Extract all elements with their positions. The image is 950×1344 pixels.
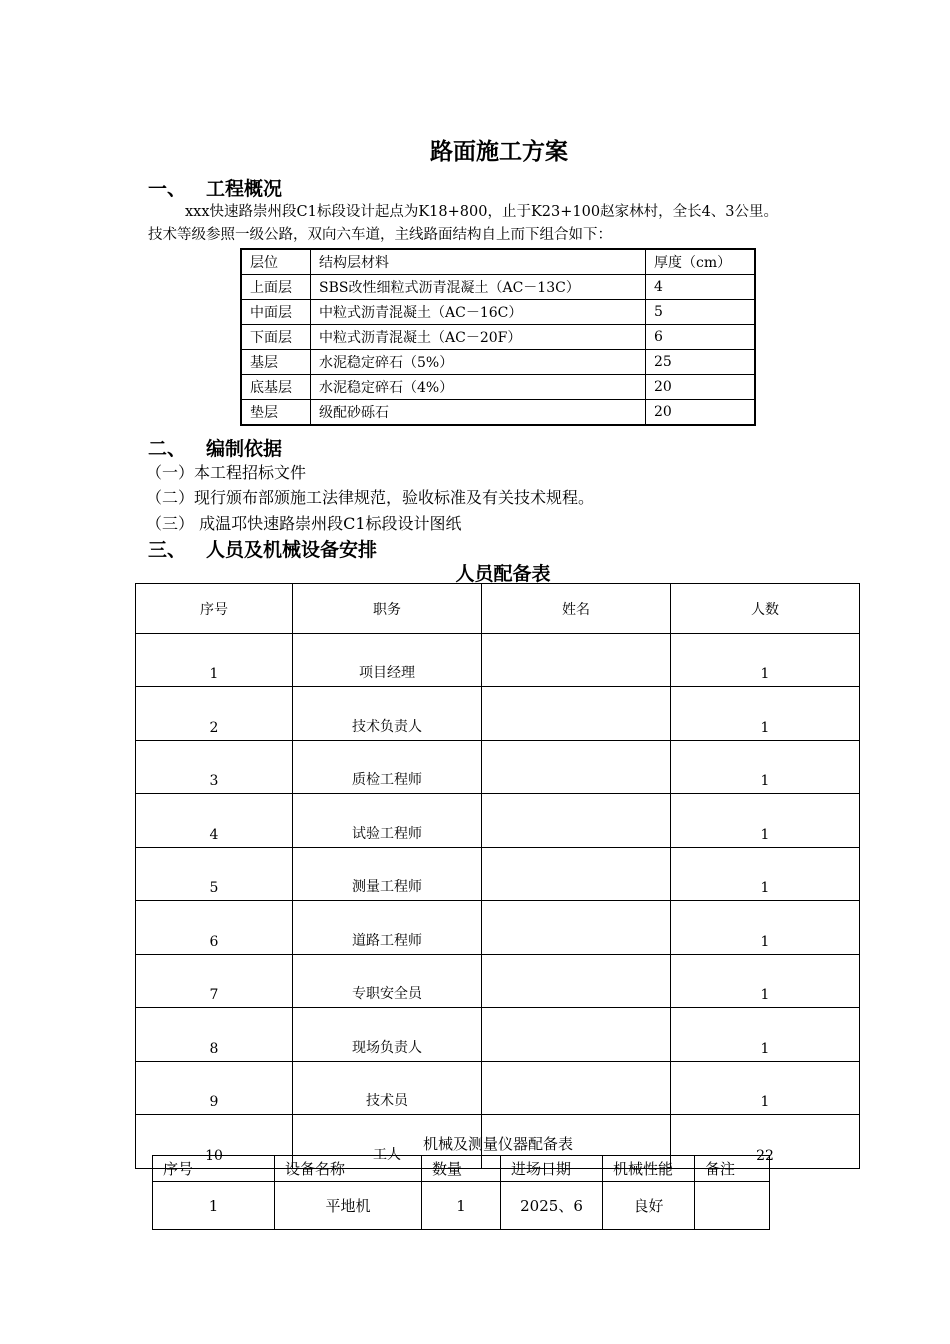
table-row — [241, 375, 755, 400]
table-cell: 水泥稳定碎石（4%） — [311, 375, 646, 400]
table-cell: 4 — [136, 794, 293, 848]
table-cell: 1 — [671, 1061, 860, 1115]
table-cell: 1 — [671, 847, 860, 901]
table-row — [136, 847, 860, 901]
table-row — [136, 687, 860, 741]
table-cell — [482, 633, 671, 687]
table-cell: 3 — [136, 740, 293, 794]
header-cell: 职务 — [293, 584, 482, 634]
table-cell: 1 — [671, 794, 860, 848]
table-cell: 1 — [671, 687, 860, 741]
header-cell: 层位 — [241, 249, 311, 275]
header-cell: 结构层材料 — [311, 249, 646, 275]
table-row — [241, 275, 755, 300]
table-cell: 技术负责人 — [293, 687, 482, 741]
table-cell: 级配砂砾石 — [311, 400, 646, 426]
table-row — [136, 1008, 860, 1062]
table-cell: 1 — [671, 901, 860, 955]
table-row — [136, 633, 860, 687]
table-cell: 20 — [646, 375, 756, 400]
table-cell: 4 — [646, 275, 756, 300]
table-cell: 平地机 — [275, 1182, 422, 1230]
table-cell — [695, 1182, 770, 1230]
basis-item: （一）本工程招标文件 — [146, 463, 307, 482]
table-cell: 5 — [646, 300, 756, 325]
table-cell: 上面层 — [241, 275, 311, 300]
table-cell: 22 — [671, 1115, 860, 1169]
table-cell: 1 — [422, 1182, 501, 1230]
machine-table — [152, 1155, 770, 1230]
staff-table — [135, 583, 860, 1169]
table-cell: 6 — [646, 325, 756, 350]
section-number: 一、 — [148, 178, 187, 200]
table-cell — [482, 1008, 671, 1062]
table-cell — [482, 954, 671, 1008]
table-row — [241, 325, 755, 350]
table-row — [241, 400, 755, 426]
table-cell: 中粒式沥青混凝土（AC－16C） — [311, 300, 646, 325]
table-cell: 中粒式沥青混凝土（AC－20F） — [311, 325, 646, 350]
structure-table — [240, 248, 756, 426]
table-cell: 10 — [136, 1115, 293, 1169]
table-header-row — [153, 1156, 770, 1182]
table-cell: 底基层 — [241, 375, 311, 400]
table-cell — [482, 1061, 671, 1115]
table-cell: 2 — [136, 687, 293, 741]
table-row — [136, 954, 860, 1008]
table-cell: 5 — [136, 847, 293, 901]
table-row — [136, 794, 860, 848]
table-cell: 专职安全员 — [293, 954, 482, 1008]
table-cell: 2025、6 — [501, 1182, 603, 1230]
table-cell: 中面层 — [241, 300, 311, 325]
table-cell: 1 — [671, 633, 860, 687]
header-cell: 序号 — [153, 1156, 275, 1182]
header-cell: 数量 — [422, 1156, 501, 1182]
table-cell — [482, 687, 671, 741]
basis-item: （三） 成温邛快速路崇州段C1标段设计图纸 — [146, 514, 462, 533]
table-cell: 基层 — [241, 350, 311, 375]
table-cell: 下面层 — [241, 325, 311, 350]
overview-line-1: xxx快速路崇州段C1标段设计起点为K18+800，止于K23+100赵家林村，全长4、3公里。 — [185, 204, 779, 220]
section-heading-overview — [148, 174, 282, 201]
table-cell: 垫层 — [241, 400, 311, 426]
table-row — [136, 1061, 860, 1115]
table-row — [241, 300, 755, 325]
header-cell: 姓名 — [482, 584, 671, 634]
overview-line-2: 技术等级参照一级公路，双向六车道，主线路面结构自上而下组合如下： — [148, 227, 612, 243]
basis-item: （二）现行颁布部颁施工法律规范，验收标准及有关技术规程。 — [146, 488, 595, 507]
header-cell: 设备名称 — [275, 1156, 422, 1182]
table-row — [153, 1182, 770, 1230]
table-header-row — [241, 249, 755, 275]
table-cell: 8 — [136, 1008, 293, 1062]
table-cell — [482, 794, 671, 848]
table-cell: 1 — [136, 633, 293, 687]
table-cell: 良好 — [603, 1182, 695, 1230]
table-cell: 1 — [671, 740, 860, 794]
machine-table-caption: 机械及测量仪器配备表 — [422, 1135, 573, 1153]
table-cell: 水泥稳定碎石（5%） — [311, 350, 646, 375]
table-cell: 试验工程师 — [293, 794, 482, 848]
header-cell: 机械性能 — [603, 1156, 695, 1182]
table-cell: 25 — [646, 350, 756, 375]
table-cell: 工人 — [293, 1115, 482, 1169]
table-cell — [482, 847, 671, 901]
section-number: 二、 — [148, 438, 187, 460]
table-cell: 质检工程师 — [293, 740, 482, 794]
section-title: 编制依据 — [206, 438, 283, 460]
staff-table-caption: 人员配备表 — [455, 563, 551, 585]
table-cell: 9 — [136, 1061, 293, 1115]
header-cell: 备注 — [695, 1156, 770, 1182]
page-title: 路面施工方案 — [430, 139, 568, 165]
table-cell: 现场负责人 — [293, 1008, 482, 1062]
table-cell: 20 — [646, 400, 756, 426]
section-heading-basis — [148, 434, 282, 461]
table-cell: 测量工程师 — [293, 847, 482, 901]
header-cell: 序号 — [136, 584, 293, 634]
section-title: 人员及机械设备安排 — [206, 539, 378, 561]
section-number: 三、 — [148, 539, 187, 561]
table-cell: 6 — [136, 901, 293, 955]
table-cell: 7 — [136, 954, 293, 1008]
section-title: 工程概况 — [206, 178, 283, 200]
table-cell: 道路工程师 — [293, 901, 482, 955]
table-header-row — [136, 584, 860, 634]
table-cell — [482, 901, 671, 955]
header-cell: 人数 — [671, 584, 860, 634]
table-cell: 1 — [671, 1008, 860, 1062]
header-cell: 厚度（cm） — [646, 249, 756, 275]
table-cell: 技术员 — [293, 1061, 482, 1115]
table-row — [241, 350, 755, 375]
table-row — [136, 740, 860, 794]
table-cell: 1 — [153, 1182, 275, 1230]
header-cell: 进场日期 — [501, 1156, 603, 1182]
table-cell — [482, 740, 671, 794]
section-heading-arrangement — [148, 535, 377, 562]
table-cell: SBS改性细粒式沥青混凝土（AC－13C） — [311, 275, 646, 300]
table-cell: 项目经理 — [293, 633, 482, 687]
table-row — [136, 901, 860, 955]
table-cell: 1 — [671, 954, 860, 1008]
